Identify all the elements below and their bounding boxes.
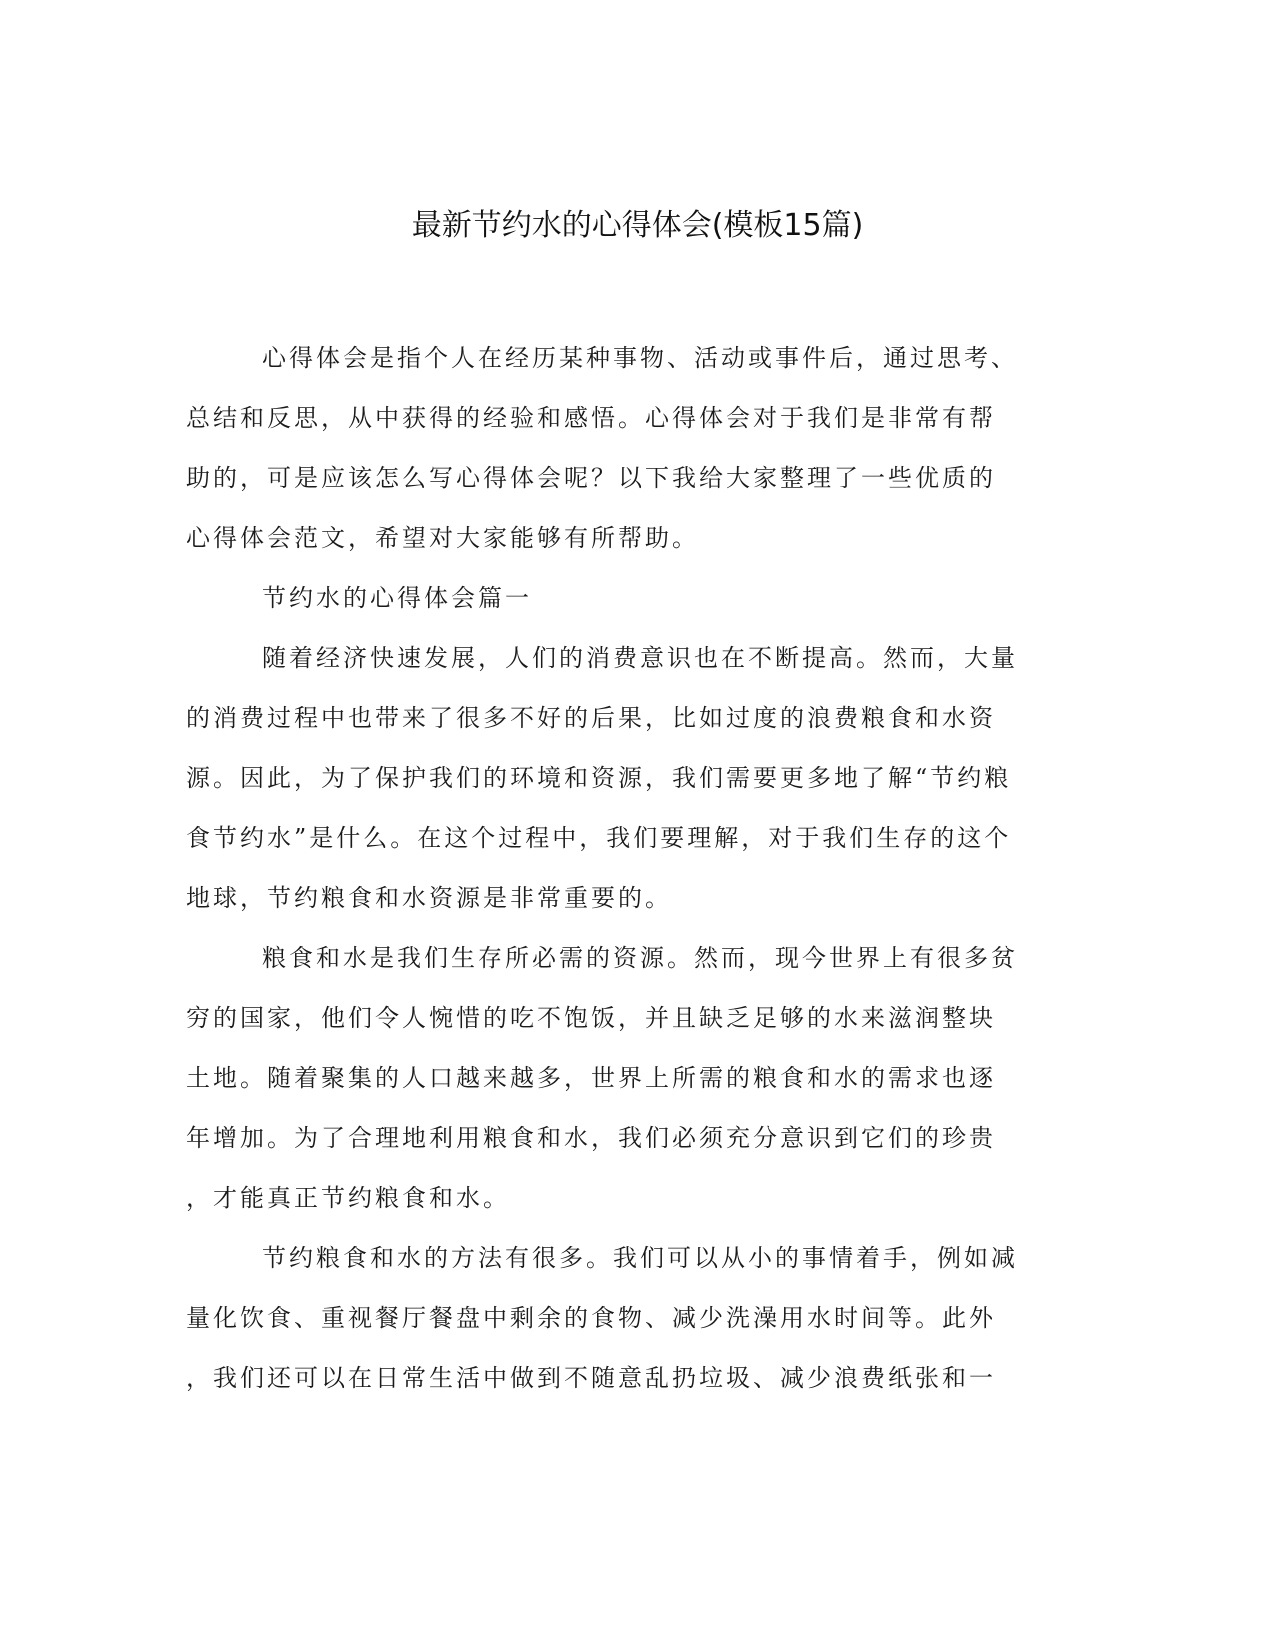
paragraph-line: 节约粮食和水的方法有很多。我们可以从小的事情着手，例如减 <box>262 1244 1018 1272</box>
paragraph-line: 土地。随着聚集的人口越来越多，世界上所需的粮食和水的需求也逐 <box>186 1064 996 1092</box>
paragraph-line: 随着经济快速发展，人们的消费意识也在不断提高。然而，大量 <box>262 644 1018 672</box>
paragraph-line: ，才能真正节约粮食和水。 <box>186 1184 510 1212</box>
paragraph-line: 穷的国家，他们令人惋惜的吃不饱饭，并且缺乏足够的水来滋润整块 <box>186 1004 996 1032</box>
section-heading: 节约水的心得体会篇一 <box>262 584 532 612</box>
intro-line: 心得体会范文，希望对大家能够有所帮助。 <box>186 524 699 552</box>
paragraph-line: 量化饮食、重视餐厅餐盘中剩余的食物、减少洗澡用水时间等。此外 <box>186 1304 996 1332</box>
intro-line: 心得体会是指个人在经历某种事物、活动或事件后，通过思考、 <box>262 344 1018 372</box>
intro-line: 总结和反思，从中获得的经验和感悟。心得体会对于我们是非常有帮 <box>186 404 996 432</box>
paragraph-line: 的消费过程中也带来了很多不好的后果，比如过度的浪费粮食和水资 <box>186 704 996 732</box>
document-body <box>186 328 1062 1408</box>
paragraph-2 <box>186 928 1062 1228</box>
paragraph-line: 粮食和水是我们生存所必需的资源。然而，现今世界上有很多贫 <box>262 944 1018 972</box>
document-title: 最新节约水的心得体会(模板15篇) <box>411 208 864 243</box>
paragraph-line: ，我们还可以在日常生活中做到不随意乱扔垃圾、减少浪费纸张和一 <box>186 1364 996 1392</box>
paragraph-line: 地球，节约粮食和水资源是非常重要的。 <box>186 884 672 912</box>
intro-line: 助的，可是应该怎么写心得体会呢？以下我给大家整理了一些优质的 <box>186 464 996 492</box>
paragraph-line: 年增加。为了合理地利用粮食和水，我们必须充分意识到它们的珍贵 <box>186 1124 996 1152</box>
paragraph-line: 食节约水”是什么。在这个过程中，我们要理解，对于我们生存的这个 <box>186 824 1012 852</box>
intro-paragraph <box>186 328 1062 568</box>
paragraph-line: 源。因此，为了保护我们的环境和资源，我们需要更多地了解“节约粮 <box>186 764 1012 792</box>
paragraph-1 <box>186 628 1062 928</box>
paragraph-3 <box>186 1228 1062 1408</box>
